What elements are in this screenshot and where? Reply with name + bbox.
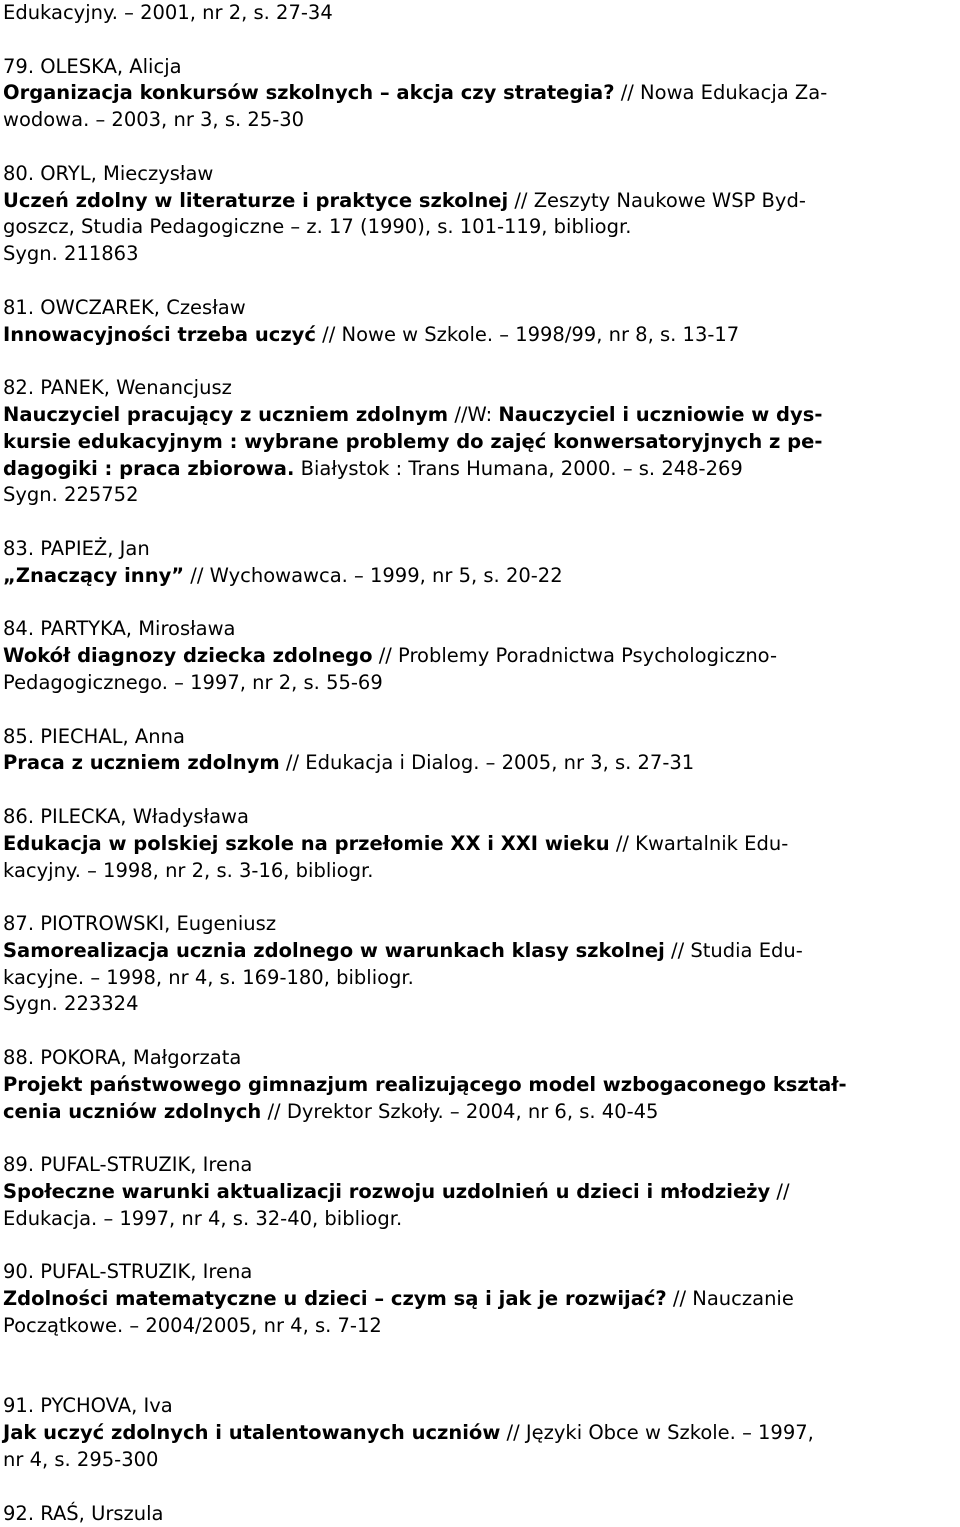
top-fragment: Edukacyjny. – 2001, nr 2, s. 27-34 [3,1,333,24]
entry-title: Nauczyciel pracujący z uczniem zdolnym [3,402,449,426]
entry-title: Organizacja konkursów szkolnych – akcja czy strategia? [3,81,615,105]
entry-92 [3,1501,957,1527]
entry-source: // [770,1180,790,1204]
entry-source: // Nauczanie [666,1287,794,1311]
entry-head: 79. OLESKA, Alicja [3,54,182,78]
entry-head: 81. OWCZAREK, Czesław [3,295,246,319]
entry-source: // Nowe w Szkole. – 1998/99, nr 8, s. 13-17 [315,322,740,346]
entry-source: // Edukacja i Dialog. – 2005, nr 3, s. 27-31 [279,751,695,775]
entry-book-title: kursie edukacyjnym : wybrane problemy do zajęć konwersatoryjnych z pe- [3,429,823,453]
entry-source: kacyjne. – 1998, nr 4, s. 169-180, bibliogr. [3,965,414,989]
entry-86 [3,804,957,884]
entry-signature: Sygn. 223324 [3,992,139,1016]
entry-book-title: dagogiki : praca zbiorowa. [3,456,295,480]
entry-source: // Problemy Poradnictwa Psychologiczno- [372,644,778,668]
entry-head: 82. PANEK, Wenancjusz [3,376,232,400]
entry-title: „Znaczący inny” [3,563,185,587]
entry-84 [3,616,957,696]
entry-title: Uczeń zdolny w literaturze i praktyce szkolnej [3,188,509,212]
entry-title: Edukacja w polskiej szkole na przełomie XX i XXI wieku [3,831,610,855]
bibliography-page [3,0,957,1527]
entry-title: cenia uczniów zdolnych [3,1099,262,1123]
entry-head: 85. PIECHAL, Anna [3,724,185,748]
entry-head: 92. RAŚ, Urszula [3,1501,164,1525]
entry-source: Edukacja. – 1997, nr 4, s. 32-40, bibliogr. [3,1206,403,1230]
entry-title: Innowacyjności trzeba uczyć [3,322,316,346]
entry-source: // Nowa Edukacja Za- [614,81,828,105]
entry-title: Projekt państwowego gimnazjum realizującego model wzbogaconego kształ- [3,1072,847,1096]
entry-source: Pedagogicznego. – 1997, nr 2, s. 55-69 [3,670,383,694]
entry-head: 91. PYCHOVA, Iva [3,1394,173,1418]
entry-head: 86. PILECKA, Władysława [3,804,249,828]
entry-source: nr 4, s. 295-300 [3,1448,159,1472]
entry-91 [3,1393,957,1473]
entry-title: Wokół diagnozy dziecka zdolnego [3,644,373,668]
entry-source: goszcz, Studia Pedagogiczne – z. 17 (1990), s. 101-119, bibliogr. [3,215,632,239]
entry-head: 80. ORYL, Mieczysław [3,161,214,185]
entry-head: 88. POKORA, Małgorzata [3,1046,242,1070]
entry-source: // Zeszyty Naukowe WSP Byd- [508,188,806,212]
entry-head: 87. PIOTROWSKI, Eugeniusz [3,912,277,936]
entry-88 [3,1045,957,1125]
entry-title: Jak uczyć zdolnych i utalentowanych uczniów [3,1421,501,1445]
entry-85 [3,724,957,778]
entry-source: Białystok : Trans Humana, 2000. – s. 248-269 [294,456,743,480]
entry-title: Zdolności matematyczne u dzieci – czym są i jak je rozwijać? [3,1287,667,1311]
entry-head: 89. PUFAL-STRUZIK, Irena [3,1153,253,1177]
entry-title: Społeczne warunki aktualizacji rozwoju uzdolnień u dzieci i młodzieży [3,1180,771,1204]
entry-source: // Studia Edu- [664,938,803,962]
entry-87 [3,911,957,1018]
entry-89 [3,1152,957,1232]
entry-80 [3,161,957,268]
entry-82 [3,375,957,509]
entry-source: kacyjny. – 1998, nr 2, s. 3-16, bibliogr. [3,858,374,882]
entry-79 [3,54,957,134]
entry-90 [3,1259,957,1339]
entry-source: Początkowe. – 2004/2005, nr 4, s. 7-12 [3,1314,382,1338]
entry-signature: Sygn. 211863 [3,242,139,266]
entry-head: 84. PARTYKA, Mirosława [3,617,236,641]
entry-source: // Języki Obce w Szkole. – 1997, [500,1421,814,1445]
entry-head: 90. PUFAL-STRUZIK, Irena [3,1260,253,1284]
entry-head: 83. PAPIEŻ, Jan [3,536,150,560]
entry-source: // Dyrektor Szkoły. – 2004, nr 6, s. 40-45 [261,1099,659,1123]
entry-83 [3,536,957,590]
entry-source: // Wychowawca. – 1999, nr 5, s. 20-22 [184,563,563,587]
entry-source: wodowa. – 2003, nr 3, s. 25-30 [3,108,305,132]
entry-title: Praca z uczniem zdolnym [3,751,280,775]
entry-source: // Kwartalnik Edu- [609,831,789,855]
entry-title: Samorealizacja ucznia zdolnego w warunkach klasy szkolnej [3,938,665,962]
entry-book-title: Nauczyciel i uczniowie w dys- [498,402,823,426]
entry-signature: Sygn. 225752 [3,483,139,507]
entry-source: //W: [448,402,499,426]
entry-81 [3,295,957,349]
